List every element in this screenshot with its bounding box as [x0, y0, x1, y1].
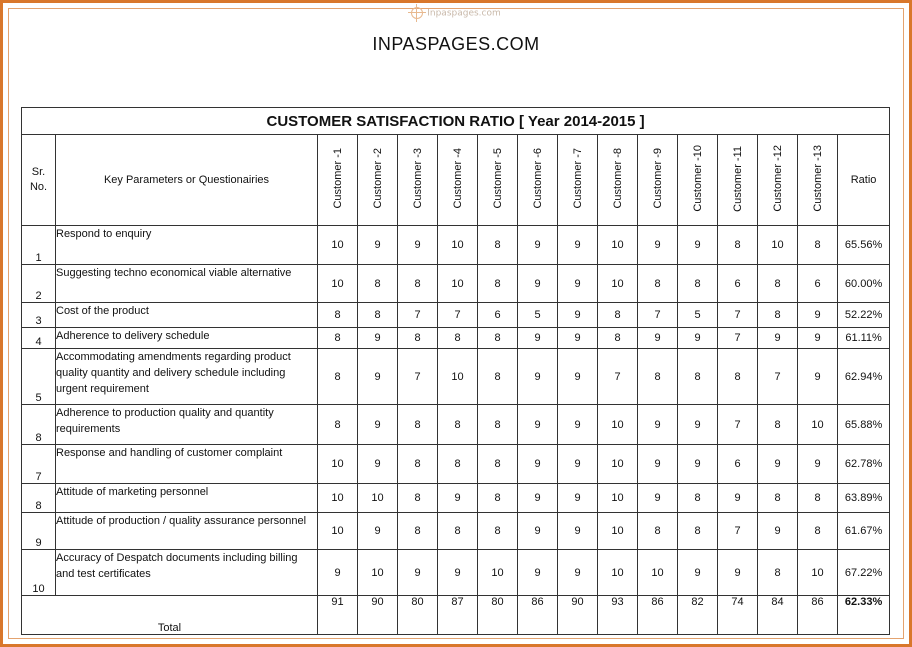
score-cell: 8 — [678, 349, 718, 405]
satisfaction-table — [21, 107, 890, 635]
row-ratio: 63.89% — [838, 484, 890, 513]
total-cell: 93 — [598, 596, 638, 635]
row-srno: 8 — [22, 484, 56, 513]
table-row — [22, 513, 890, 550]
score-cell: 8 — [718, 226, 758, 265]
score-cell: 10 — [638, 550, 678, 596]
row-parameter: Attitude of production / quality assurance personnel — [56, 513, 318, 550]
row-ratio: 61.67% — [838, 513, 890, 550]
score-cell: 8 — [598, 328, 638, 349]
score-cell: 10 — [598, 513, 638, 550]
row-srno: 8 — [22, 405, 56, 445]
table-row — [22, 349, 890, 405]
row-parameter: Response and handling of customer complaint — [56, 445, 318, 484]
score-cell: 9 — [398, 226, 438, 265]
score-cell: 7 — [638, 303, 678, 328]
header-customer-8 — [598, 135, 638, 226]
watermark — [0, 7, 912, 19]
row-srno: 2 — [22, 265, 56, 303]
table-row — [22, 445, 890, 484]
score-cell: 10 — [358, 484, 398, 513]
score-cell: 9 — [518, 226, 558, 265]
score-cell: 9 — [438, 484, 478, 513]
header-customer-1 — [318, 135, 358, 226]
row-ratio: 65.56% — [838, 226, 890, 265]
row-srno: 9 — [22, 513, 56, 550]
score-cell: 10 — [798, 550, 838, 596]
score-cell: 9 — [398, 550, 438, 596]
score-cell: 8 — [638, 349, 678, 405]
table-body — [22, 226, 890, 635]
total-label: Total — [22, 596, 318, 635]
header-customer-label: Customer -9 — [651, 148, 664, 209]
score-cell: 10 — [438, 226, 478, 265]
header-customer-13 — [798, 135, 838, 226]
score-cell: 8 — [478, 513, 518, 550]
score-cell: 10 — [318, 484, 358, 513]
score-cell: 9 — [518, 349, 558, 405]
row-srno: 3 — [22, 303, 56, 328]
score-cell: 9 — [558, 349, 598, 405]
table-title: CUSTOMER SATISFACTION RATIO [ Year 2014-2015 ] — [22, 108, 890, 135]
watermark-text: Inpaspages.com — [427, 8, 501, 19]
row-srno: 4 — [22, 328, 56, 349]
site-title: INPASPAGES.COM — [372, 34, 540, 54]
score-cell: 10 — [318, 445, 358, 484]
score-cell: 10 — [478, 550, 518, 596]
header-customer-9 — [638, 135, 678, 226]
score-cell: 5 — [518, 303, 558, 328]
row-ratio: 62.78% — [838, 445, 890, 484]
score-cell: 10 — [318, 513, 358, 550]
score-cell: 6 — [798, 265, 838, 303]
score-cell: 8 — [478, 405, 518, 445]
score-cell: 8 — [318, 328, 358, 349]
row-ratio: 65.88% — [838, 405, 890, 445]
score-cell: 8 — [678, 265, 718, 303]
table-row — [22, 328, 890, 349]
score-cell: 7 — [718, 405, 758, 445]
total-cell: 90 — [358, 596, 398, 635]
score-cell: 9 — [558, 226, 598, 265]
score-cell: 7 — [398, 349, 438, 405]
score-cell: 9 — [558, 303, 598, 328]
header-customer-label: Customer -1 — [331, 148, 344, 209]
score-cell: 10 — [438, 349, 478, 405]
score-cell: 8 — [398, 328, 438, 349]
score-cell: 9 — [358, 226, 398, 265]
score-cell: 9 — [798, 349, 838, 405]
header-row — [22, 135, 890, 226]
row-srno: 5 — [22, 349, 56, 405]
score-cell: 8 — [398, 513, 438, 550]
header-customer-label: Customer -7 — [571, 148, 584, 209]
score-cell: 9 — [678, 405, 718, 445]
score-cell: 8 — [758, 405, 798, 445]
score-cell: 7 — [718, 303, 758, 328]
row-ratio: 62.94% — [838, 349, 890, 405]
score-cell: 9 — [358, 349, 398, 405]
score-cell: 8 — [438, 405, 478, 445]
header-customer-6 — [518, 135, 558, 226]
header-param: Key Parameters or Questionairies — [56, 135, 318, 226]
score-cell: 8 — [678, 513, 718, 550]
total-cell: 80 — [478, 596, 518, 635]
score-cell: 10 — [318, 226, 358, 265]
table-row — [22, 303, 890, 328]
score-cell: 7 — [758, 349, 798, 405]
score-cell: 7 — [718, 513, 758, 550]
score-cell: 9 — [358, 405, 398, 445]
score-cell: 9 — [518, 265, 558, 303]
table-row — [22, 265, 890, 303]
score-cell: 10 — [358, 550, 398, 596]
header-srno — [22, 135, 56, 226]
row-srno: 7 — [22, 445, 56, 484]
score-cell: 8 — [758, 303, 798, 328]
score-cell: 8 — [318, 303, 358, 328]
score-cell: 9 — [558, 265, 598, 303]
row-ratio: 52.22% — [838, 303, 890, 328]
header-ratio: Ratio — [838, 135, 890, 226]
header-customer-label: Customer -2 — [371, 148, 384, 209]
total-cell: 82 — [678, 596, 718, 635]
score-cell: 10 — [598, 550, 638, 596]
score-cell: 8 — [438, 513, 478, 550]
crosshair-logo-icon — [411, 7, 423, 19]
score-cell: 8 — [598, 303, 638, 328]
row-parameter: Adherence to production quality and quantity requirements — [56, 405, 318, 445]
score-cell: 9 — [758, 328, 798, 349]
table-row — [22, 550, 890, 596]
score-cell: 9 — [678, 226, 718, 265]
score-cell: 9 — [758, 513, 798, 550]
score-cell: 8 — [758, 265, 798, 303]
score-cell: 8 — [358, 265, 398, 303]
header-customer-label: Customer -10 — [691, 145, 704, 212]
header-customer-label: Customer -8 — [611, 148, 624, 209]
total-cell: 84 — [758, 596, 798, 635]
score-cell: 6 — [478, 303, 518, 328]
score-cell: 9 — [798, 445, 838, 484]
score-cell: 9 — [558, 550, 598, 596]
header-customer-3 — [398, 135, 438, 226]
score-cell: 10 — [438, 265, 478, 303]
score-cell: 5 — [678, 303, 718, 328]
total-ratio: 62.33% — [838, 596, 890, 635]
score-cell: 8 — [438, 328, 478, 349]
score-cell: 10 — [598, 405, 638, 445]
score-cell: 9 — [558, 405, 598, 445]
score-cell: 9 — [358, 513, 398, 550]
total-cell: 87 — [438, 596, 478, 635]
row-parameter: Adherence to delivery schedule — [56, 328, 318, 349]
score-cell: 6 — [718, 265, 758, 303]
score-cell: 8 — [798, 226, 838, 265]
row-parameter: Accommodating amendments regarding product quality quantity and delivery schedule including urgent requirement — [56, 349, 318, 405]
score-cell: 8 — [438, 445, 478, 484]
row-srno: 1 — [22, 226, 56, 265]
score-cell: 7 — [438, 303, 478, 328]
score-cell: 9 — [438, 550, 478, 596]
header-customer-label: Customer -3 — [411, 148, 424, 209]
row-srno: 10 — [22, 550, 56, 596]
score-cell: 9 — [638, 445, 678, 484]
score-cell: 10 — [598, 445, 638, 484]
total-cell: 80 — [398, 596, 438, 635]
total-cell: 86 — [638, 596, 678, 635]
score-cell: 9 — [558, 484, 598, 513]
score-cell: 8 — [798, 484, 838, 513]
row-parameter: Attitude of marketing personnel — [56, 484, 318, 513]
header-customer-label: Customer -6 — [531, 148, 544, 209]
table-row — [22, 405, 890, 445]
header-customer-label: Customer -5 — [491, 148, 504, 209]
score-cell: 7 — [718, 328, 758, 349]
score-cell: 8 — [758, 484, 798, 513]
score-cell: 8 — [318, 405, 358, 445]
score-cell: 10 — [598, 484, 638, 513]
header-customer-11 — [718, 135, 758, 226]
total-cell: 86 — [518, 596, 558, 635]
score-cell: 9 — [678, 445, 718, 484]
score-cell: 7 — [598, 349, 638, 405]
score-cell: 8 — [478, 226, 518, 265]
score-cell: 9 — [518, 484, 558, 513]
total-cell: 90 — [558, 596, 598, 635]
header-customer-7 — [558, 135, 598, 226]
score-cell: 10 — [758, 226, 798, 265]
row-parameter: Suggesting techno economical viable alternative — [56, 265, 318, 303]
total-cell: 74 — [718, 596, 758, 635]
score-cell: 8 — [678, 484, 718, 513]
score-cell: 9 — [358, 328, 398, 349]
score-cell: 10 — [798, 405, 838, 445]
score-cell: 9 — [638, 226, 678, 265]
header-customer-label: Customer -13 — [811, 145, 824, 212]
score-cell: 9 — [518, 550, 558, 596]
score-cell: 8 — [478, 484, 518, 513]
score-cell: 8 — [638, 513, 678, 550]
score-cell: 8 — [478, 445, 518, 484]
score-cell: 8 — [478, 328, 518, 349]
total-cell: 91 — [318, 596, 358, 635]
score-cell: 9 — [758, 445, 798, 484]
score-cell: 9 — [638, 484, 678, 513]
score-cell: 8 — [398, 445, 438, 484]
score-cell: 8 — [398, 484, 438, 513]
row-ratio: 60.00% — [838, 265, 890, 303]
score-cell: 8 — [398, 405, 438, 445]
score-cell: 8 — [478, 265, 518, 303]
score-cell: 9 — [678, 328, 718, 349]
score-cell: 9 — [638, 328, 678, 349]
table-row — [22, 226, 890, 265]
score-cell: 9 — [678, 550, 718, 596]
header-customer-label: Customer -4 — [451, 148, 464, 209]
score-cell: 10 — [598, 265, 638, 303]
score-cell: 9 — [718, 484, 758, 513]
score-cell: 9 — [558, 513, 598, 550]
score-cell: 9 — [718, 550, 758, 596]
score-cell: 9 — [798, 303, 838, 328]
row-ratio: 67.22% — [838, 550, 890, 596]
score-cell: 9 — [558, 328, 598, 349]
score-cell: 7 — [398, 303, 438, 328]
header-customer-4 — [438, 135, 478, 226]
score-cell: 9 — [518, 405, 558, 445]
total-row — [22, 596, 890, 635]
row-parameter: Cost of the product — [56, 303, 318, 328]
score-cell: 8 — [358, 303, 398, 328]
row-parameter: Accuracy of Despatch documents including billing and test certificates — [56, 550, 318, 596]
score-cell: 8 — [638, 265, 678, 303]
score-cell: 8 — [398, 265, 438, 303]
table-row — [22, 484, 890, 513]
score-cell: 8 — [798, 513, 838, 550]
header-customer-label: Customer -12 — [771, 145, 784, 212]
header-customer-label: Customer -11 — [731, 145, 744, 212]
header-customer-12 — [758, 135, 798, 226]
score-cell: 9 — [638, 405, 678, 445]
row-parameter: Respond to enquiry — [56, 226, 318, 265]
score-cell: 9 — [518, 328, 558, 349]
score-cell: 8 — [758, 550, 798, 596]
score-cell: 9 — [358, 445, 398, 484]
score-cell: 9 — [558, 445, 598, 484]
score-cell: 9 — [798, 328, 838, 349]
score-cell: 9 — [518, 513, 558, 550]
total-cell: 86 — [798, 596, 838, 635]
score-cell: 9 — [318, 550, 358, 596]
header-srno-label: Sr. No. — [29, 166, 48, 193]
header-customer-10 — [678, 135, 718, 226]
score-cell: 10 — [598, 226, 638, 265]
score-cell: 8 — [718, 349, 758, 405]
row-ratio: 61.11% — [838, 328, 890, 349]
score-cell: 8 — [318, 349, 358, 405]
score-cell: 8 — [478, 349, 518, 405]
score-cell: 9 — [518, 445, 558, 484]
score-cell: 6 — [718, 445, 758, 484]
score-cell: 10 — [318, 265, 358, 303]
header-customer-2 — [358, 135, 398, 226]
header-customer-5 — [478, 135, 518, 226]
